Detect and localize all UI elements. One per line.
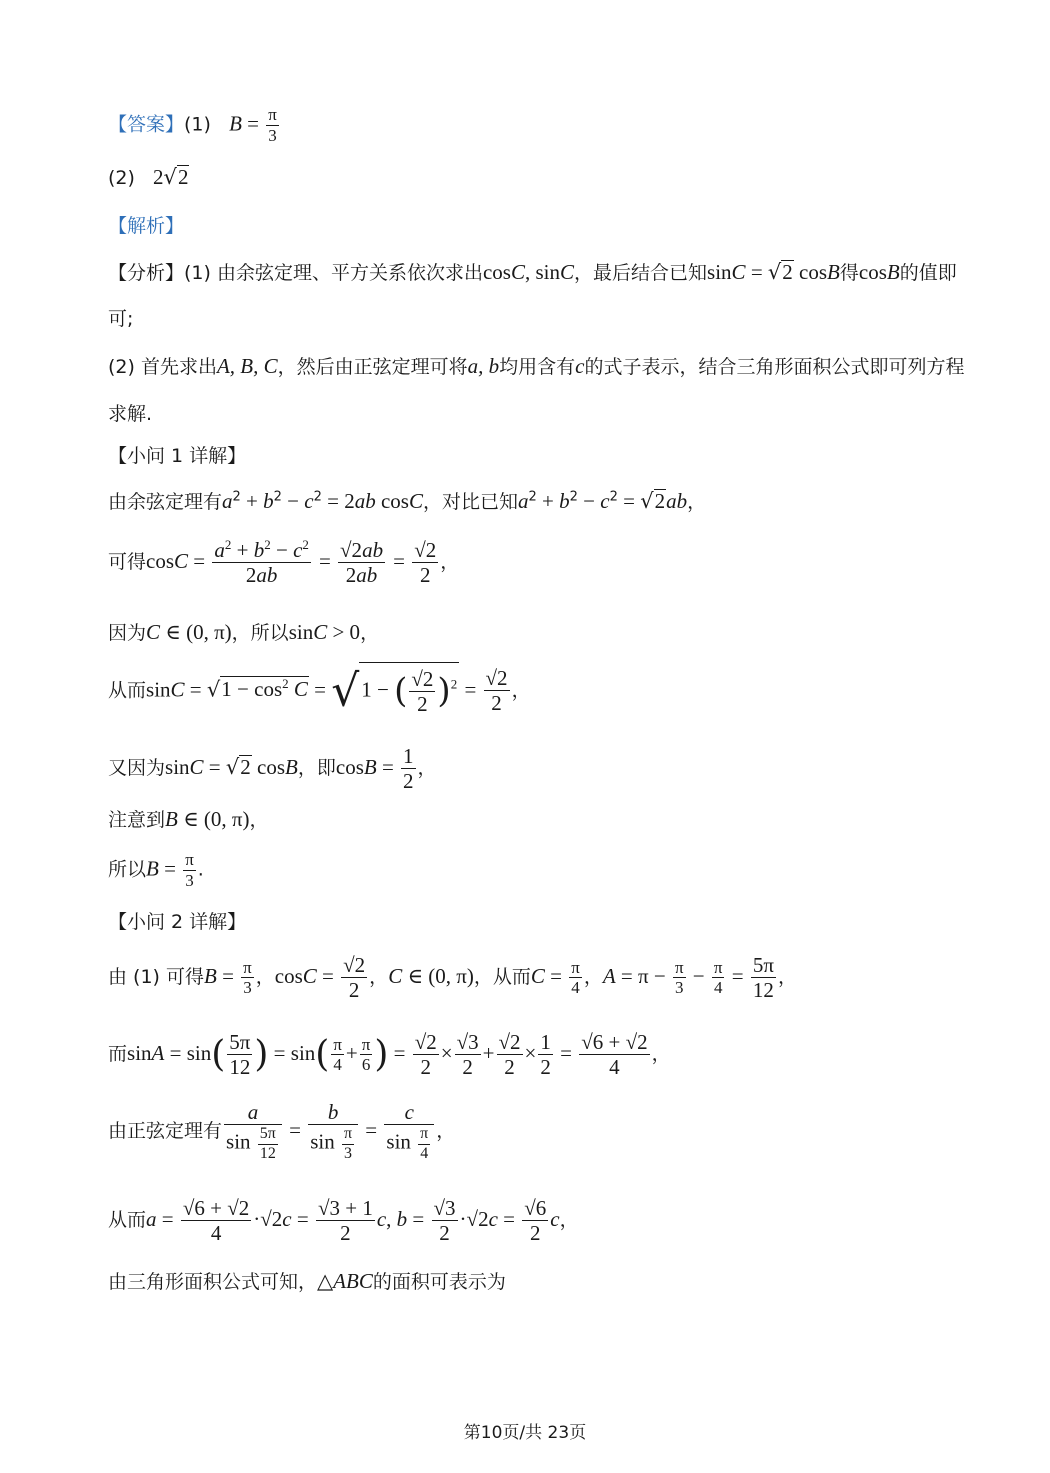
answer-part2-label: (2) bbox=[108, 167, 147, 189]
q1-step-2: 可得cosC = $\frac{a^2 + b^2 - c^2}{2ab}$ = $\frac{√2ab}{2ab}$ = $\frac{√2}{2}$ ， bbox=[108, 537, 460, 588]
q2-step-1: 由 (1) 可得B = $\frac{\pi}{3}$ ，cosC = $\frac{√2}{2}$ ，C ∈ (0, π)，从而C = $\frac{\pi}{4}$ ，A = π − $\frac{\pi}{3}$ − $\frac{\pi}{4}$ = $\frac{5\pi}{12}$ ， bbox=[108, 953, 797, 1003]
q2-step-4: 从而a = $\frac{√6 + √2}{4}$ ·√2c = $\frac{√3 + 1}{2}$ c, b = $\frac{√3}{2}$ ·√2c = $\frac{√6}{2}$ c， bbox=[108, 1196, 579, 1246]
fenxi-line-3: (2) 首先求出A, B, C，然后由正弦定理可将a, b均用含有c的式子表示，结合三角形面积公式即可列方程 bbox=[108, 354, 965, 378]
fenxi-line-1: 【分析】(1) 由余弦定理、平方关系依次求出cosC, sinC，最后结合已知sinC = √2 cosB得cosB的值即 bbox=[108, 260, 957, 284]
fenxi-line-4: 求解. bbox=[108, 403, 153, 425]
q2-title: 【小问 2 详解】 bbox=[108, 911, 247, 933]
q1-step-6: 注意到B ∈ (0, π)， bbox=[108, 807, 269, 831]
q1-title: 【小问 1 详解】 bbox=[108, 445, 247, 467]
q2-step-3: 由正弦定理有 a sin $\frac{5\pi}{12}$ = b sin $\frac{\pi}{3}$ = c sin $\frac{\pi}{4}$ ， bbox=[108, 1100, 456, 1162]
page-footer: 第10页/共 23页 bbox=[463, 1423, 587, 1443]
answer-tag: 【答案】 bbox=[108, 113, 185, 136]
fenxi-line-2: 可; bbox=[108, 308, 134, 330]
q2-step-2: 而sinA = sin( $\frac{5\pi}{12}$ ) = sin( $\frac{\pi}{4}$ + $\frac{\pi}{6}$ ) = $\frac{√2}{2}$ × $\frac{√3}{2}$ + $\frac{√2}{2}$ × $\frac{1}{2}$ = $\frac{√6 + √2}{4}$ ， bbox=[108, 1030, 671, 1080]
q1-step-1: 由余弦定理有$a^2 + b^2 - c^2 = 2ab$ cosC，对比已知$a^2 + b^2 - c^2 = √2ab$， bbox=[108, 489, 707, 513]
q1-step-5: 又因为sinC = √2 cosB，即cosB = $\frac{1}{2}$ ， bbox=[108, 744, 437, 794]
analysis-tag: 【解析】 bbox=[108, 215, 185, 237]
q1-step-7: 所以B = $\frac{\pi}{3}$ . bbox=[108, 850, 204, 890]
q2-step-5: 由三角形面积公式可知，△ABC的面积可表示为 bbox=[108, 1269, 506, 1293]
answer-part1-label: (1) bbox=[184, 113, 224, 136]
q1-step-3: 因为C ∈ (0, π)，所以sinC > 0， bbox=[108, 620, 380, 644]
answer-line-1: 【答案】(1) B = $\frac{\pi}{3}$ bbox=[108, 105, 277, 145]
answer-line-2: (2) 2√2 bbox=[108, 165, 189, 189]
q1-step-4: 从而$\sin C = √1 - \cos^2 C = √1$ − ( $\frac{√2}{2}$ )$^2$ = $\frac{√2}{2}$ ， bbox=[108, 662, 531, 720]
